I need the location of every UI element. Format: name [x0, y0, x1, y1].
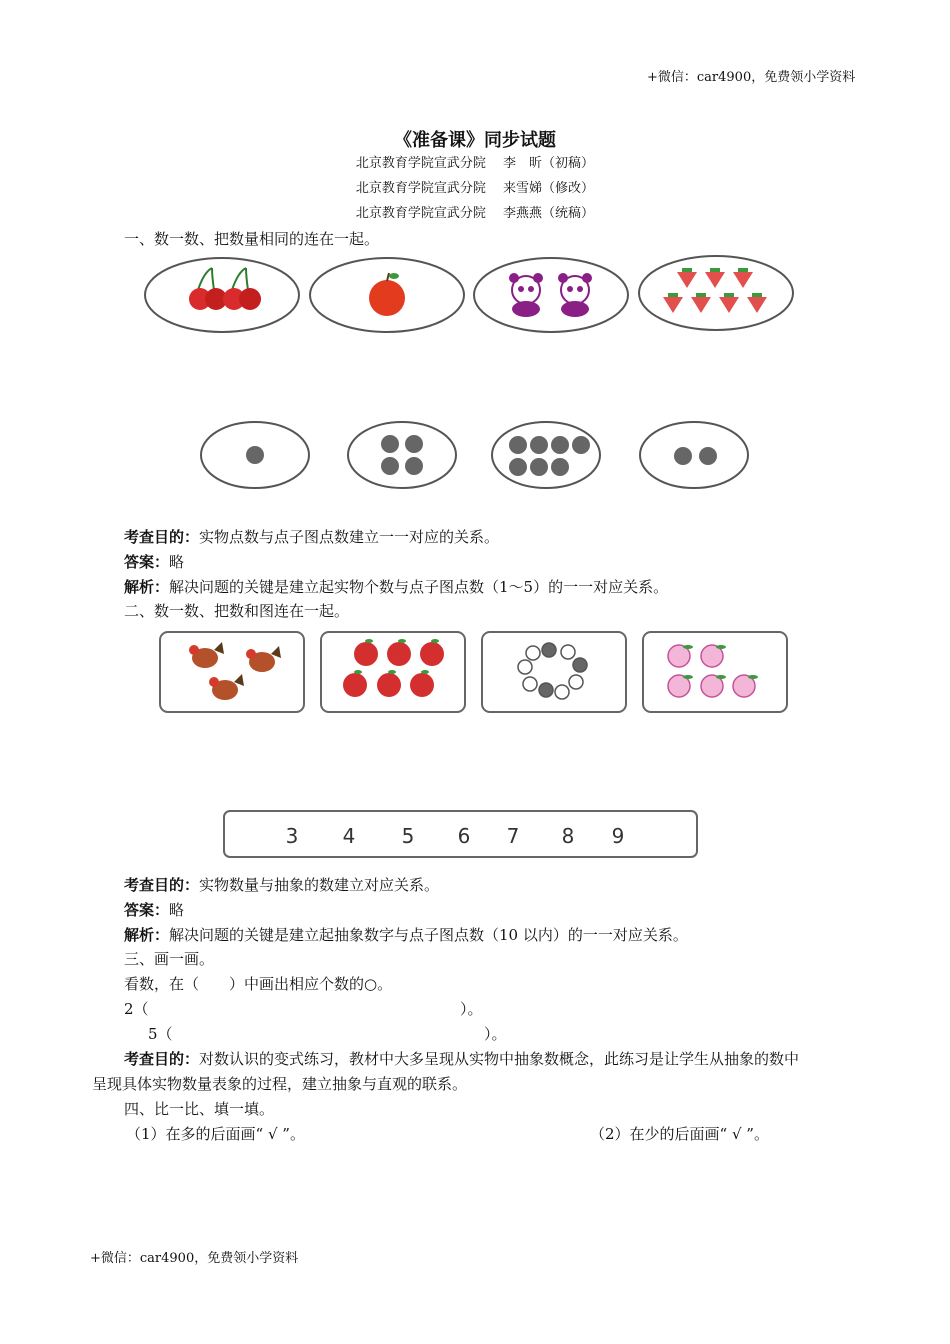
section2-answer — [124, 899, 184, 920]
purpose-text: 实物数量与抽象的数建立对应关系。 — [199, 876, 440, 894]
picture-box-apples[interactable] — [321, 632, 465, 712]
section3-heading: 三、画一画。 — [124, 950, 215, 968]
section3-instruction: 看数，在（ ）中画出相应个数的○。 — [124, 975, 393, 993]
dot-oval-2[interactable] — [640, 422, 748, 488]
picture-box-beads[interactable] — [482, 632, 626, 712]
analysis-label: 解析： — [124, 578, 170, 596]
number-8[interactable]: 8 — [561, 824, 575, 848]
section4-heading: 四、比一比、填一填。 — [124, 1100, 275, 1118]
dot-oval-7[interactable] — [492, 422, 600, 488]
number-5[interactable]: 5 — [401, 824, 415, 848]
page-title: 《准备课》同步试题 — [394, 130, 556, 151]
section3-purpose-cont: 呈现具体实物数量表象的过程，建立抽象与直观的联系。 — [92, 1075, 468, 1093]
number-3[interactable]: 3 — [285, 824, 299, 848]
section4-right-instruction: （2）在少的后面画“ √ ”。 — [590, 1125, 769, 1143]
analysis-text: 解决问题的关键是建立起实物个数与点子图点数（1～5）的一一对应关系。 — [169, 578, 669, 596]
draw-item-5-close: ）。 — [484, 1025, 507, 1043]
purpose-label: 考查目的： — [124, 1050, 200, 1068]
answer-text: 略 — [169, 553, 185, 571]
analysis-label: 解析： — [124, 926, 170, 944]
draw-item-2-close: ）。 — [460, 1000, 483, 1018]
footer-note: +微信：car4900，免费领小学资料 — [90, 1251, 299, 1266]
draw-item-2-open: 2（ — [124, 1000, 149, 1018]
section1-purpose — [124, 526, 499, 547]
section1-answer — [124, 551, 184, 572]
section1-analysis — [124, 576, 668, 597]
number-7[interactable]: 7 — [506, 824, 520, 848]
author-line-3: 北京教育学院宣武分院 李燕燕（统稿） — [355, 206, 595, 221]
author-line-1: 北京教育学院宣武分院 李 昕（初稿） — [355, 156, 595, 171]
purpose-text: 实物点数与点子图点数建立一一对应的关系。 — [199, 528, 500, 546]
purpose-text: 对数认识的变式练习，教材中大多呈现从实物中抽象数概念，此练习是让学生从抽象的数中 — [199, 1050, 800, 1068]
answer-text: 略 — [169, 901, 185, 919]
section1-heading: 一、数一数、把数量相同的连在一起。 — [124, 230, 380, 248]
picture-oval-strawberries[interactable] — [639, 256, 793, 330]
number-9[interactable]: 9 — [611, 824, 625, 848]
purpose-label: 考查目的： — [124, 876, 200, 894]
dot-oval-1[interactable] — [201, 422, 309, 488]
picture-oval-apple[interactable] — [310, 258, 464, 332]
answer-label: 答案： — [124, 901, 170, 919]
dot-oval-4[interactable] — [348, 422, 456, 488]
answer-label: 答案： — [124, 553, 170, 571]
section2-analysis — [124, 924, 688, 945]
purpose-label: 考查目的： — [124, 528, 200, 546]
section4-left-instruction: （1）在多的后面画“ √ ”。 — [126, 1125, 305, 1143]
draw-item-5-open: 5（ — [148, 1025, 173, 1043]
analysis-text: 解决问题的关键是建立起抽象数字与点子图点数（10 以内）的一一对应关系。 — [169, 926, 688, 944]
picture-oval-cherries[interactable] — [145, 258, 299, 332]
author-line-2: 北京教育学院宣武分院 来雪娣（修改） — [355, 181, 595, 196]
picture-oval-pandas[interactable] — [474, 258, 628, 332]
picture-box-roosters[interactable] — [160, 632, 304, 712]
header-note: +微信：car4900，免费领小学资料 — [647, 70, 856, 85]
section2-heading: 二、数一数、把数和图连在一起。 — [124, 602, 350, 620]
number-4[interactable]: 4 — [342, 824, 356, 848]
picture-box-peaches[interactable] — [643, 632, 787, 712]
number-6[interactable]: 6 — [457, 824, 471, 848]
section2-purpose — [124, 874, 439, 895]
section3-purpose — [124, 1048, 799, 1069]
